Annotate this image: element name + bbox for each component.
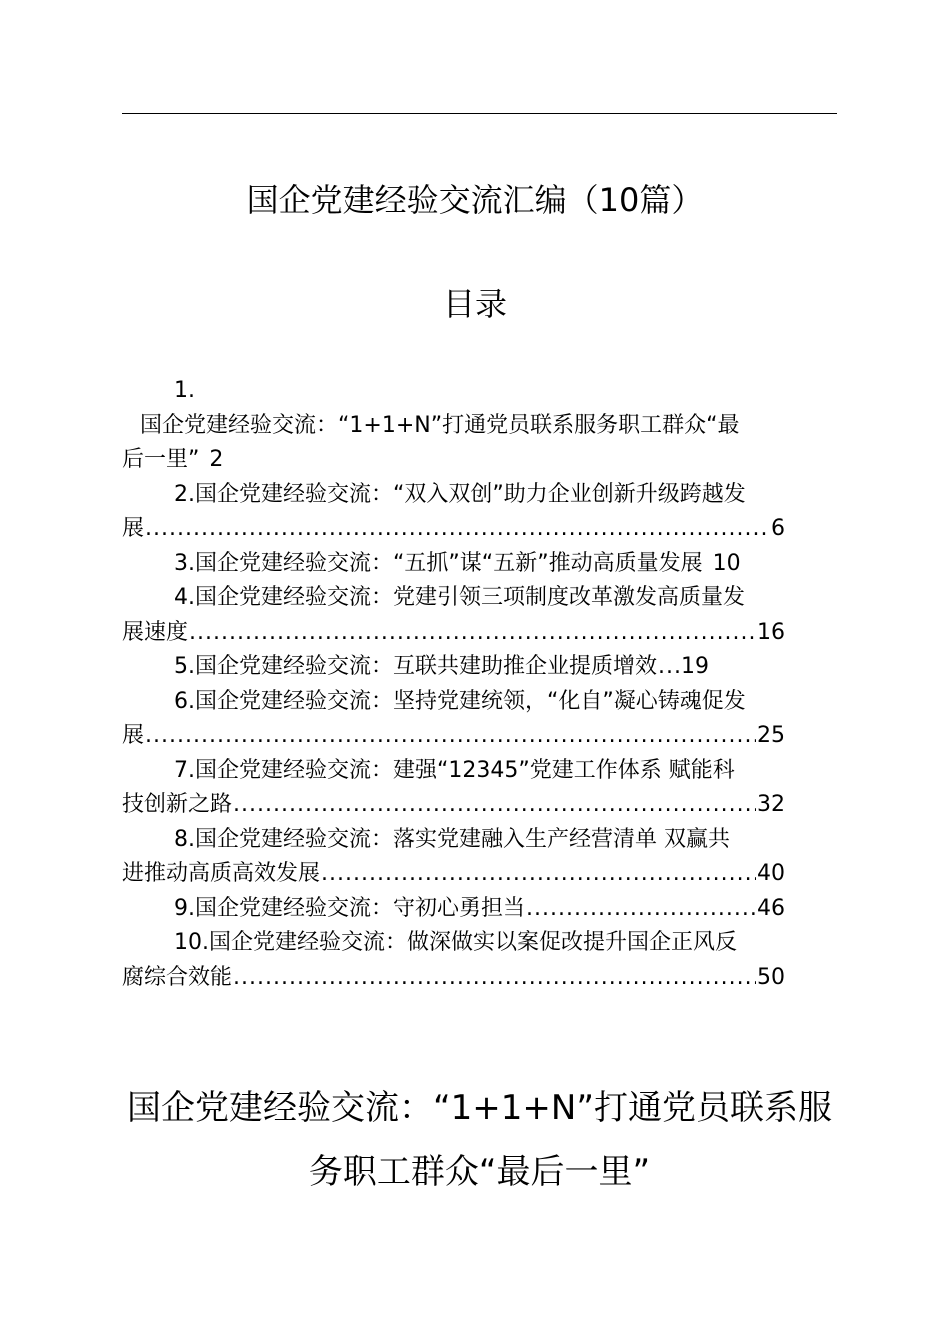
section-title <box>122 1076 837 1204</box>
toc-entry-4[interactable] <box>122 581 837 650</box>
toc-entry-title: 国企党建经验交流：做深做实以案促改提升国企正风反 <box>209 930 738 955</box>
toc-entry-page: 16 <box>757 619 785 645</box>
toc-heading: 目录 <box>442 285 507 323</box>
toc-entry-title: 国企党建经验交流：坚持党建统领，“化自”凝心铸魂促发 <box>195 688 746 714</box>
toc-entry-title: 国企党建经验交流：党建引领三项制度改革激发高质量发 <box>195 585 746 610</box>
toc-leader-dots <box>145 719 756 754</box>
toc-entry-number: 9. <box>174 895 195 921</box>
document-title: 国企党建经验交流汇编（10篇） <box>246 181 704 219</box>
toc-entry-page: 50 <box>757 964 785 990</box>
toc-entry-title-cont: 腐综合效能 <box>122 964 233 990</box>
toc-entry-page: 40 <box>757 861 785 886</box>
toc-leader-dots <box>233 961 756 996</box>
toc-entry-6[interactable] <box>122 685 837 754</box>
toc-entry-3[interactable] <box>122 547 837 582</box>
toc-entry-1[interactable] <box>122 374 837 478</box>
toc-entry-5[interactable] <box>122 650 837 685</box>
toc-entry-number: 4. <box>174 585 195 610</box>
toc-entry-title: 国企党建经验交流：互联共建助推企业提质增效 <box>195 654 658 679</box>
section-title-line-1: 国企党建经验交流：“1+1+N”打通党员联系服 <box>127 1088 832 1128</box>
toc-entry-number: 10. <box>174 930 209 955</box>
toc-entry-title: 国企党建经验交流：“1+1+N”打通党员联系服务职工群众“最 <box>140 412 740 438</box>
toc-entry-title: 国企党建经验交流：“双入双创”助力企业创新升级跨越发 <box>195 481 746 507</box>
toc-entry-title-cont: 进推动高质高效发展 <box>122 861 321 886</box>
toc-entry-page: 10 <box>712 550 741 576</box>
toc-entry-title-cont: 展 <box>122 516 145 541</box>
toc-entry-number: 3. <box>174 550 195 576</box>
toc-entry-title: 国企党建经验交流：建强“12345”党建工作体系 赋能科 <box>195 757 735 783</box>
toc-leader-dots <box>658 650 680 685</box>
toc-entry-9[interactable] <box>122 892 837 927</box>
toc-leader-dots <box>145 512 770 547</box>
toc-entry-title: 国企党建经验交流：落实党建融入生产经营清单 双赢共 <box>195 826 730 852</box>
toc-entry-number: 1. <box>174 378 195 403</box>
toc-entry-number: 5. <box>174 654 195 679</box>
toc-entry-number: 8. <box>174 826 195 852</box>
toc-entry-10[interactable] <box>122 926 837 995</box>
toc-entry-title-cont: 后一里” <box>122 447 200 472</box>
toc-entry-8[interactable] <box>122 823 837 892</box>
toc-leader-dots <box>526 892 756 927</box>
toc-entry-page: 6 <box>771 516 785 541</box>
toc-entry-page: 2 <box>209 447 224 472</box>
toc-entry-page: 32 <box>757 792 785 817</box>
toc-entry-title-cont: 展 <box>122 723 145 748</box>
toc-leader-dots <box>189 616 756 651</box>
toc-entry-number: 7. <box>174 757 195 783</box>
toc-entry-title-cont: 技创新之路 <box>122 792 233 817</box>
header-rule <box>122 113 837 114</box>
toc-entry-2[interactable] <box>122 478 837 547</box>
toc-entry-title: 国企党建经验交流：守初心勇担当 <box>195 895 526 921</box>
toc-leader-dots <box>233 788 756 823</box>
toc-entry-title-cont: 展速度 <box>122 619 189 645</box>
toc-entry-page: 46 <box>757 895 785 921</box>
toc-leader-dots <box>321 857 756 892</box>
toc-entry-7[interactable] <box>122 754 837 823</box>
toc-entry-number: 6. <box>174 688 195 714</box>
section-title-line-2: 务职工群众“最后一里” <box>308 1152 651 1192</box>
toc-entry-title: 国企党建经验交流：“五抓”谋“五新”推动高质量发展 <box>195 550 703 576</box>
toc-entry-number: 2. <box>174 481 195 507</box>
table-of-contents <box>122 374 837 995</box>
toc-entry-page: 19 <box>681 654 710 679</box>
toc-entry-page: 25 <box>757 723 785 748</box>
